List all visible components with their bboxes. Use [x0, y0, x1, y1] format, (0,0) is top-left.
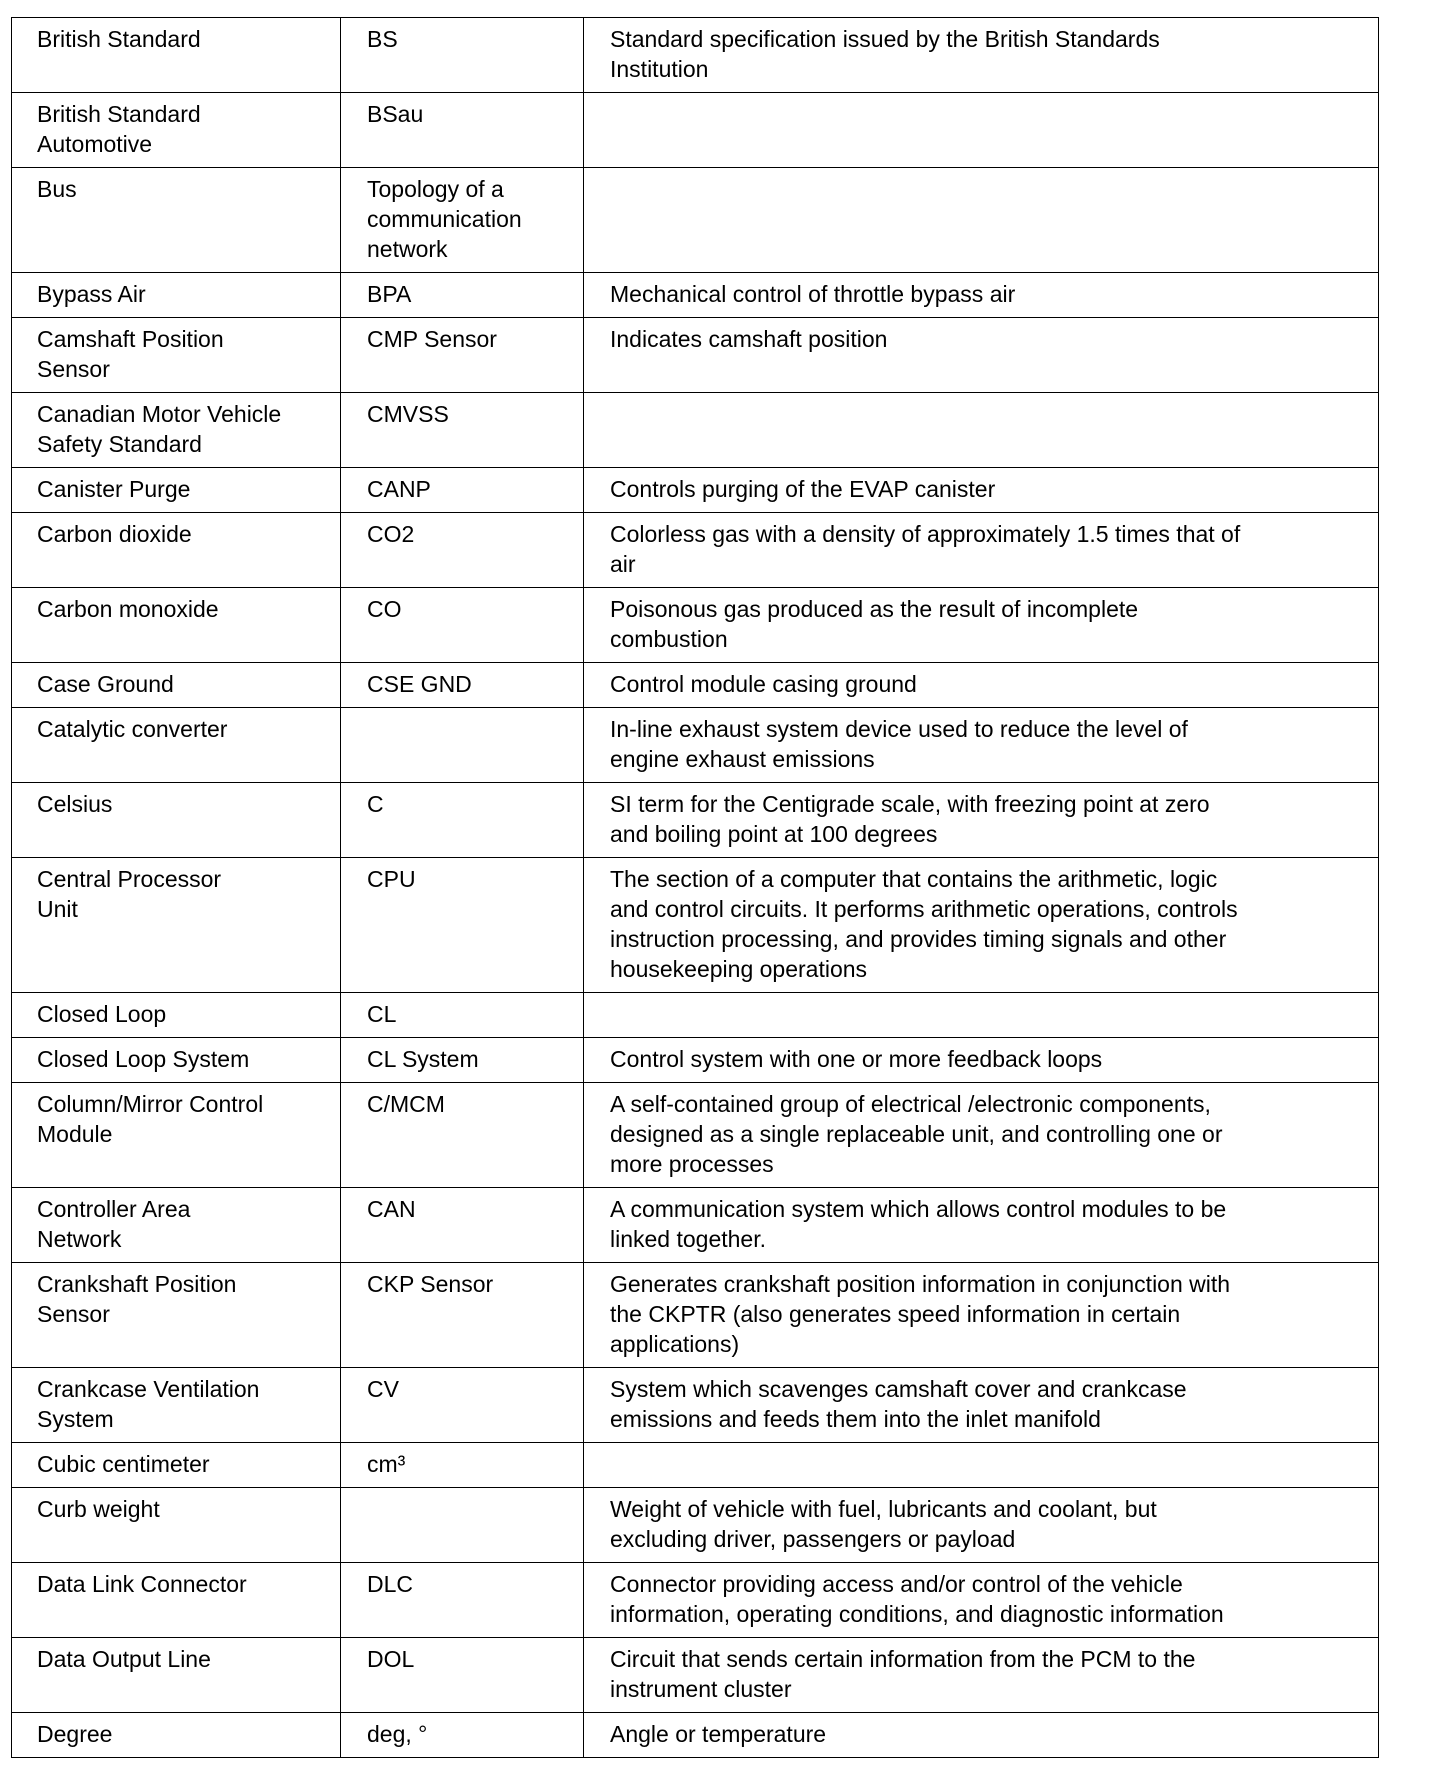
description-cell: Generates crankshaft position information in conjunction with the CKPTR (also generates speed information in certain applications) — [584, 1263, 1379, 1368]
term-cell: Column/Mirror Control Module — [12, 1083, 341, 1188]
term-cell: Crankshaft Position Sensor — [12, 1263, 341, 1368]
term-cell: Data Link Connector — [12, 1563, 341, 1638]
description-cell: Control system with one or more feedback loops — [584, 1038, 1379, 1083]
description-cell — [584, 93, 1379, 168]
abbreviation-cell: CANP — [341, 468, 584, 513]
abbreviation-cell: BS — [341, 18, 584, 93]
table-row — [12, 1713, 1379, 1758]
description-cell: Colorless gas with a density of approximately 1.5 times that of air — [584, 513, 1379, 588]
description-cell: A communication system which allows control modules to be linked together. — [584, 1188, 1379, 1263]
term-cell: Data Output Line — [12, 1638, 341, 1713]
abbreviation-cell: CSE GND — [341, 663, 584, 708]
table-row — [12, 1638, 1379, 1713]
table-row — [12, 318, 1379, 393]
table-row — [12, 708, 1379, 783]
description-cell: Connector providing access and/or control of the vehicle information, operating conditions, and diagnostic information — [584, 1563, 1379, 1638]
term-cell: Crankcase Ventilation System — [12, 1368, 341, 1443]
abbreviation-cell: cm³ — [341, 1443, 584, 1488]
abbreviation-cell: DLC — [341, 1563, 584, 1638]
abbreviation-cell: CKP Sensor — [341, 1263, 584, 1368]
term-cell: Carbon dioxide — [12, 513, 341, 588]
description-cell: SI term for the Centigrade scale, with freezing point at zero and boiling point at 100 degrees — [584, 783, 1379, 858]
term-cell: Catalytic converter — [12, 708, 341, 783]
description-cell: Control module casing ground — [584, 663, 1379, 708]
abbreviation-cell: CAN — [341, 1188, 584, 1263]
term-cell: Case Ground — [12, 663, 341, 708]
abbreviation-cell: BSau — [341, 93, 584, 168]
table-row — [12, 1188, 1379, 1263]
term-cell: Camshaft Position Sensor — [12, 318, 341, 393]
description-cell — [584, 993, 1379, 1038]
abbreviation-cell: deg, ° — [341, 1713, 584, 1758]
table-row — [12, 513, 1379, 588]
abbreviation-cell — [341, 708, 584, 783]
table-row — [12, 783, 1379, 858]
abbreviation-cell: CMP Sensor — [341, 318, 584, 393]
description-cell — [584, 1443, 1379, 1488]
term-cell: Canadian Motor Vehicle Safety Standard — [12, 393, 341, 468]
description-cell — [584, 168, 1379, 273]
description-cell: A self-contained group of electrical /electronic components, designed as a single replaceable unit, and controlling one or more processes — [584, 1083, 1379, 1188]
table-row — [12, 1563, 1379, 1638]
abbreviation-cell: CV — [341, 1368, 584, 1443]
abbreviation-cell: BPA — [341, 273, 584, 318]
abbreviation-cell — [341, 1488, 584, 1563]
abbreviation-cell: Topology of a communication network — [341, 168, 584, 273]
table-row — [12, 993, 1379, 1038]
table-row — [12, 273, 1379, 318]
term-cell: Closed Loop — [12, 993, 341, 1038]
abbreviation-cell: DOL — [341, 1638, 584, 1713]
abbreviation-cell: CL System — [341, 1038, 584, 1083]
table-row — [12, 1368, 1379, 1443]
abbreviation-cell: C/MCM — [341, 1083, 584, 1188]
table-row — [12, 1038, 1379, 1083]
table-row — [12, 588, 1379, 663]
abbreviation-cell: CL — [341, 993, 584, 1038]
description-cell: Circuit that sends certain information from the PCM to the instrument cluster — [584, 1638, 1379, 1713]
description-cell: Mechanical control of throttle bypass air — [584, 273, 1379, 318]
abbreviation-cell: CPU — [341, 858, 584, 993]
table-row — [12, 93, 1379, 168]
description-cell — [584, 393, 1379, 468]
term-cell: British Standard Automotive — [12, 93, 341, 168]
table-row — [12, 1443, 1379, 1488]
table-row — [12, 468, 1379, 513]
term-cell: Closed Loop System — [12, 1038, 341, 1083]
description-cell: Standard specification issued by the British Standards Institution — [584, 18, 1379, 93]
description-cell: In-line exhaust system device used to reduce the level of engine exhaust emissions — [584, 708, 1379, 783]
term-cell: British Standard — [12, 18, 341, 93]
table-row — [12, 168, 1379, 273]
term-cell: Controller Area Network — [12, 1188, 341, 1263]
term-cell: Central Processor Unit — [12, 858, 341, 993]
description-cell: The section of a computer that contains the arithmetic, logic and control circuits. It performs arithmetic operations, controls instruction processing, and provides timing signals and other housekeeping operations — [584, 858, 1379, 993]
abbreviation-cell: CO2 — [341, 513, 584, 588]
description-cell: Controls purging of the EVAP canister — [584, 468, 1379, 513]
term-cell: Cubic centimeter — [12, 1443, 341, 1488]
glossary-table — [11, 17, 1379, 1758]
term-cell: Curb weight — [12, 1488, 341, 1563]
table-row — [12, 1488, 1379, 1563]
abbreviation-cell: CO — [341, 588, 584, 663]
term-cell: Carbon monoxide — [12, 588, 341, 663]
table-row — [12, 663, 1379, 708]
term-cell: Canister Purge — [12, 468, 341, 513]
term-cell: Bus — [12, 168, 341, 273]
abbreviation-cell: C — [341, 783, 584, 858]
description-cell: Weight of vehicle with fuel, lubricants and coolant, but excluding driver, passengers or payload — [584, 1488, 1379, 1563]
description-cell: Angle or temperature — [584, 1713, 1379, 1758]
description-cell: Indicates camshaft position — [584, 318, 1379, 393]
table-row — [12, 858, 1379, 993]
description-cell: Poisonous gas produced as the result of incomplete combustion — [584, 588, 1379, 663]
description-cell: System which scavenges camshaft cover and crankcase emissions and feeds them into the inlet manifold — [584, 1368, 1379, 1443]
table-row — [12, 18, 1379, 93]
term-cell: Bypass Air — [12, 273, 341, 318]
term-cell: Celsius — [12, 783, 341, 858]
table-row — [12, 393, 1379, 468]
abbreviation-cell: CMVSS — [341, 393, 584, 468]
glossary-body — [12, 18, 1379, 1758]
table-row — [12, 1263, 1379, 1368]
table-row — [12, 1083, 1379, 1188]
term-cell: Degree — [12, 1713, 341, 1758]
